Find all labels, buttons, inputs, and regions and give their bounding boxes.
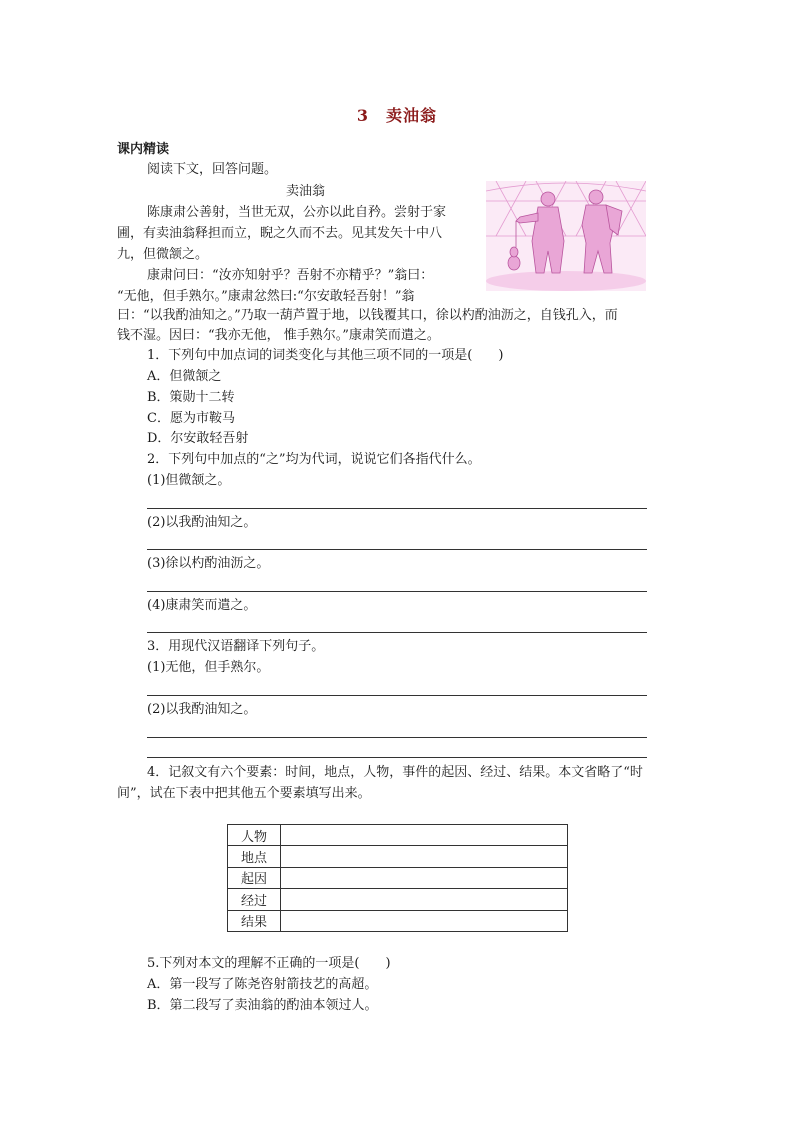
q3-item: (2)以我酌油知之。	[147, 702, 257, 717]
table-row	[228, 825, 568, 846]
q1-option: B．策勋十二转	[147, 390, 235, 405]
q5-stem: 5.下列对本文的理解不正确的一项是( )	[147, 956, 391, 971]
table-label: 地点	[228, 846, 281, 867]
table-row	[228, 867, 568, 888]
page-title: 3 卖油翁	[356, 106, 438, 125]
q5-option: A．第一段写了陈尧咨射箭技艺的高超。	[147, 977, 378, 992]
section-heading: 课内精读	[117, 142, 170, 157]
passage-line: 圃，有卖油翁释担而立，睨之久而不去。见其发矢十中八	[117, 226, 443, 241]
passage-heading: 卖油翁	[286, 184, 326, 199]
answer-line[interactable]	[147, 695, 647, 696]
q2-item: (2)以我酌油知之。	[147, 515, 257, 530]
q2-item: (3)徐以杓酌油沥之。	[147, 556, 270, 571]
table-answer-cell[interactable]	[281, 867, 568, 888]
passage-line: 曰：“以我酌油知之。”乃取一葫芦置于地，以钱覆其口，徐以杓酌油沥之，自钱孔入，而	[117, 308, 618, 323]
answer-line[interactable]	[147, 757, 647, 758]
q4-stem-line1: 4．记叙文有六个要素：时间，地点，人物，事件的起因、经过、结果。本文省略了“时	[147, 765, 643, 780]
passage-line: “无他，但手熟尔。”康肃忿然曰:“尔安敢轻吾射！”翁	[117, 289, 415, 304]
instruction: 阅读下文，回答问题。	[147, 162, 278, 177]
answer-line[interactable]	[147, 549, 647, 550]
table-answer-cell[interactable]	[281, 910, 568, 931]
table-answer-cell[interactable]	[281, 846, 568, 867]
q1-stem: 1．下列句中加点词的词类变化与其他三项不同的一项是( )	[147, 348, 504, 363]
table-answer-cell[interactable]	[281, 889, 568, 910]
table-label: 经过	[228, 889, 281, 910]
answer-line[interactable]	[147, 508, 647, 509]
answer-line[interactable]	[147, 737, 647, 738]
q1-option: A．但微颔之	[147, 369, 222, 384]
passage-line: 康肃问曰：“汝亦知射乎？吾射不亦精乎？”翁曰：	[147, 268, 434, 283]
table-label: 起因	[228, 867, 281, 888]
answer-line[interactable]	[147, 591, 647, 592]
table-row	[228, 846, 568, 867]
passage-line: 九，但微颔之。	[117, 247, 209, 262]
q3-item: (1)无他，但手熟尔。	[147, 660, 270, 675]
q3-stem: 3．用现代汉语翻译下列句子。	[147, 639, 325, 654]
table-row	[228, 889, 568, 910]
q5-option: B．第二段写了卖油翁的酌油本领过人。	[147, 998, 378, 1013]
q2-item: (1)但微颔之。	[147, 473, 231, 488]
q1-option: C．愿为市鞍马	[147, 411, 235, 426]
q1-option: D．尔安敢轻吾射	[147, 431, 249, 446]
q2-stem: 2．下列句中加点的“之”均为代词，说说它们各指代什么。	[147, 452, 481, 467]
answer-line[interactable]	[147, 632, 647, 633]
oil-seller-illustration	[486, 181, 646, 291]
passage-line: 陈康肃公善射，当世无双，公亦以此自矜。尝射于家	[147, 205, 447, 220]
table-label: 结果	[228, 910, 281, 931]
narrative-elements-table	[227, 824, 568, 932]
table-row	[228, 910, 568, 931]
table-answer-cell[interactable]	[281, 825, 568, 846]
table-label: 人物	[228, 825, 281, 846]
q4-stem-line2: 间”，试在下表中把其他五个要素填写出来。	[117, 786, 371, 801]
q2-item: (4)康肃笑而遣之。	[147, 598, 257, 613]
passage-line: 钱不湿。因曰：“我亦无他， 惟手熟尔。”康肃笑而遣之。	[117, 328, 440, 343]
